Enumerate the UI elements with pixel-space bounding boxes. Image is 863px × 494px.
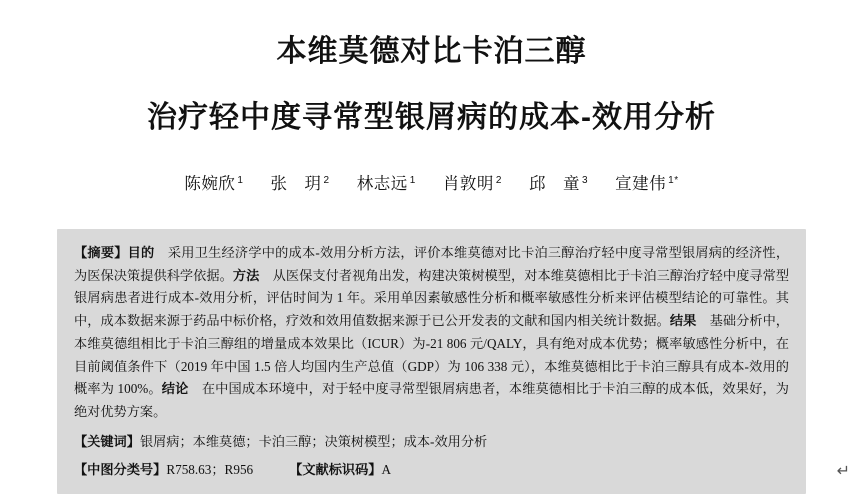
abstract-conclusion-label: 结论 xyxy=(161,381,189,397)
author-item xyxy=(184,170,243,194)
abstract-label: 【摘要】 xyxy=(74,245,128,260)
author-item xyxy=(615,170,678,194)
abstract-results-text: 基础分析中，本维莫德组相比于卡泊三醇组的增量成本效果比（ICUR）为-21 806 元/QALY，具有绝对成本优势；概率敏感性分析中，在目前阈值条件下（2019 年中国 1.5 倍人均国内生产总值（GDP）为 106 338 元），本维莫德相比于卡泊三醇具有成本-效用的概率为 100%。 xyxy=(74,313,789,397)
classification-label: 【中图分类号】 xyxy=(74,462,167,478)
author-name: 林志远 xyxy=(356,175,408,193)
author-item xyxy=(443,170,502,194)
author-affiliation-marker: 1* xyxy=(668,174,679,186)
abstract-objective-text: 采用卫生经济学中的成本-效用分析方法，评价本维莫德对比卡泊三醇治疗轻中度寻常型银屑病的经济性，为医保决策提供科学依据。 xyxy=(74,245,790,283)
page-title-line-2: 治疗轻中度寻常型银屑病的成本-效用分析 xyxy=(147,101,716,134)
author-item xyxy=(271,170,330,194)
author-name: 邱 童 xyxy=(529,175,580,193)
author-affiliation-marker: 1 xyxy=(409,174,416,186)
author-affiliation-marker: 2 xyxy=(495,174,502,186)
keywords-line xyxy=(74,431,789,454)
abstract-results-label: 结果 xyxy=(669,313,697,329)
author-item xyxy=(357,170,416,194)
page-title-line-1: 本维莫德对比卡泊三醇 xyxy=(276,35,587,68)
document-code-label: 【文献标识码】 xyxy=(289,462,382,478)
title-block xyxy=(0,0,863,136)
author-affiliation-marker: 3 xyxy=(582,174,589,186)
author-name: 陈婉欣 xyxy=(184,175,236,193)
author-name: 宣建伟 xyxy=(615,175,667,193)
keywords-label: 【关键词】 xyxy=(74,433,140,449)
return-arrow-icon: ↵ xyxy=(836,461,850,480)
abstract-paragraph xyxy=(74,242,789,424)
classification-line xyxy=(74,459,789,482)
author-list xyxy=(0,170,863,194)
abstract-box xyxy=(57,229,806,494)
author-affiliation-marker: 1 xyxy=(237,174,244,186)
classification-value: R758.63；R956 xyxy=(166,462,254,478)
author-affiliation-marker: 2 xyxy=(323,174,330,186)
author-item xyxy=(529,170,588,194)
abstract-methods-text: 从医保支付者视角出发，构建决策树模型，对本维莫德相比于卡泊三醇治疗轻中度寻常型银屑病患者进行成本-效用分析，评估时间为 1 年。采用单因素敏感性分析和概率敏感性分析来评估模型结论的可靠性。其中，成本数据来源于药品中标价格，疗效和效用值数据来源于已公开发表的文献和国内相关统计数据。 xyxy=(74,267,790,329)
abstract-objective-label: 目的 xyxy=(127,245,155,260)
keywords-value: 银屑病；本维莫德；卡泊三醇；决策树模型；成本-效用分析 xyxy=(139,433,488,449)
author-name: 肖敦明 xyxy=(442,175,494,193)
abstract-methods-label: 方法 xyxy=(232,267,260,283)
document-code-value: A xyxy=(381,462,391,478)
author-name: 张 玥 xyxy=(270,175,322,193)
abstract-conclusion-text: 在中国成本环境中，对于轻中度寻常型银屑病患者，本维莫德相比于卡泊三醇的成本低，效果好，为绝对优势方案。 xyxy=(74,381,789,419)
